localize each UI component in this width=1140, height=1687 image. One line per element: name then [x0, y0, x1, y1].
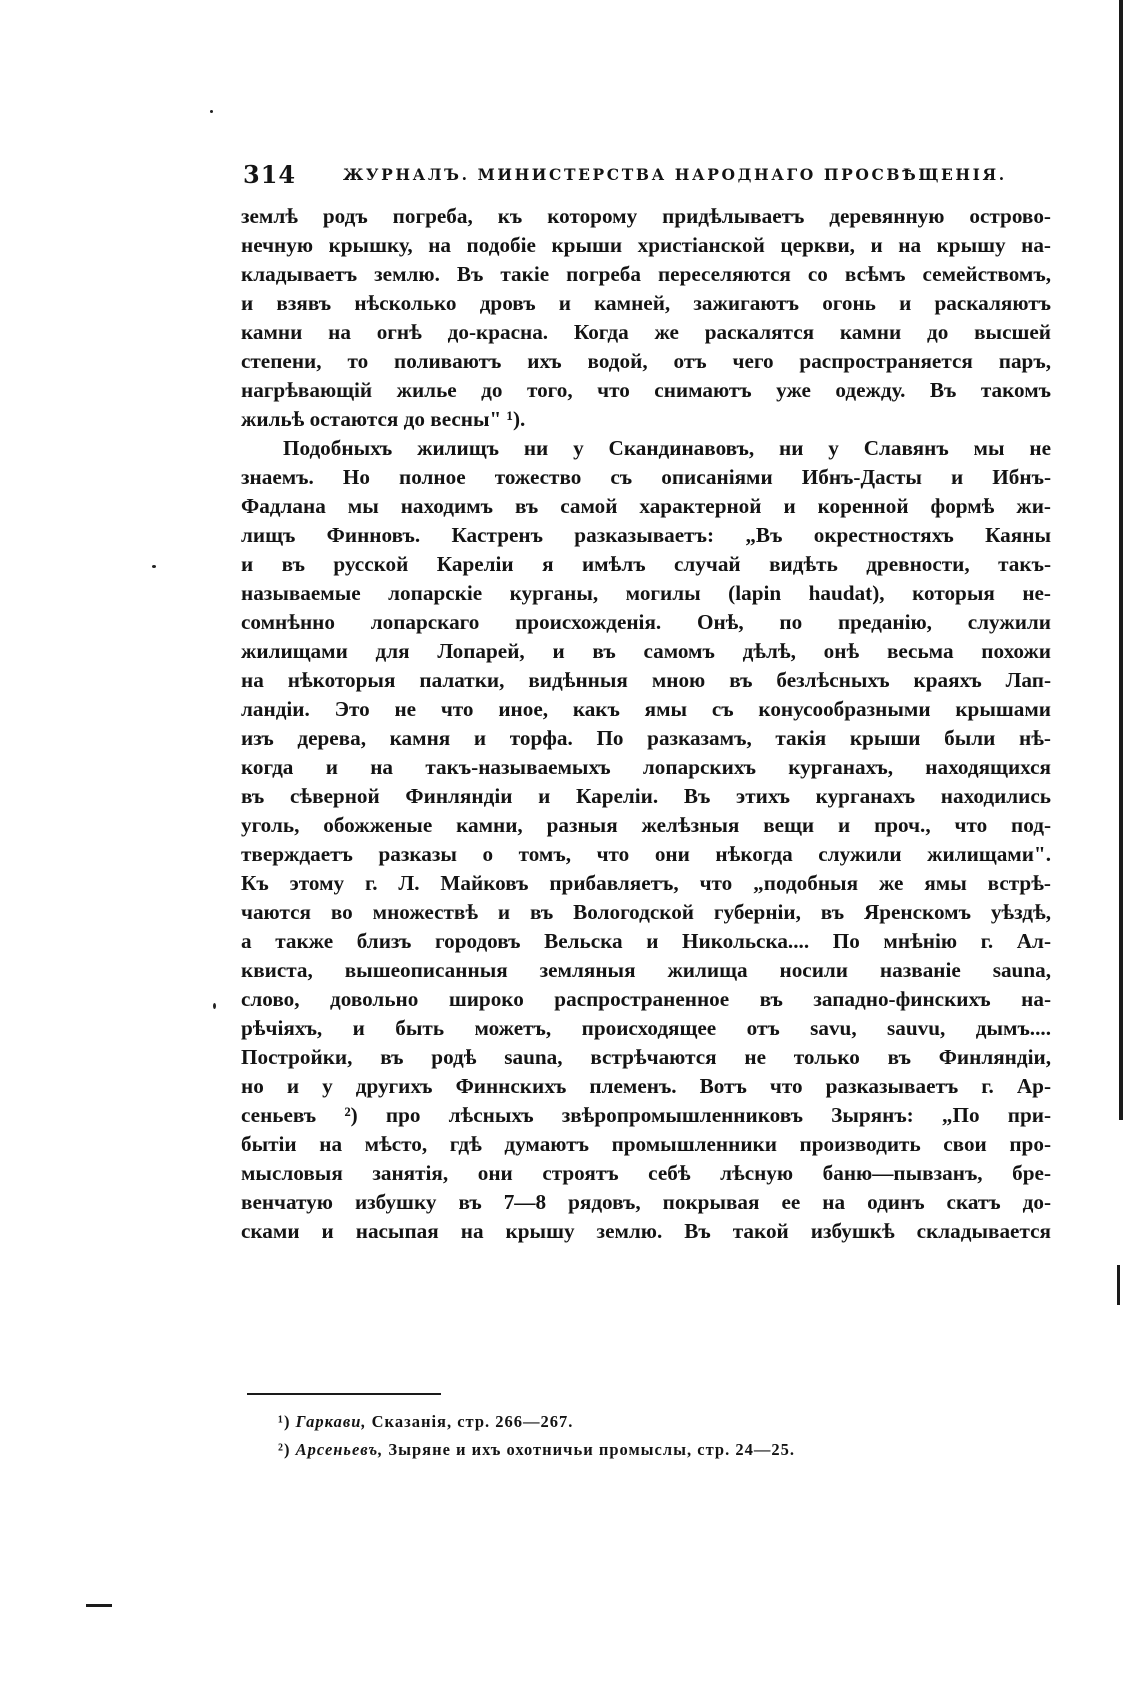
text-line: жильѣ остаются до весны" ¹).	[241, 407, 526, 431]
footnote	[278, 1436, 978, 1464]
footnotes	[278, 1408, 978, 1464]
footnote-author: Гаркави,	[295, 1412, 367, 1431]
text-line: слово, довольно широко распространенное въ западно-финскихъ на-	[241, 987, 1051, 1011]
text-line: Фадлана мы находимъ въ самой характерной и коренной формѣ жи-	[241, 494, 1051, 518]
text-line: кладываетъ землю. Въ такіе погреба переселяются со всѣмъ семействомъ,	[241, 262, 1051, 286]
text-line: и взявъ нѣсколько дровъ и камней, зажигаютъ огонь и раскаляютъ	[241, 291, 1051, 315]
text-line: жилищами для Лопарей, и въ самомъ дѣлѣ, онѣ весьма похожи	[241, 639, 1051, 663]
running-head: ЖУРНАЛЪ. МИНИСТЕРСТВА НАРОДНАГО ПРОСВѢЩЕНІЯ.	[343, 165, 1007, 184]
text-line: Подобныхъ жилищъ ни у Скандинавовъ, ни у Славянъ мы не	[283, 436, 1051, 460]
text-line: мысловыя занятія, они строятъ себѣ лѣсную баню—пывзанъ, бре-	[241, 1161, 1051, 1185]
text-line: но и у другихъ Финнскихъ племенъ. Вотъ что разказываетъ г. Ар-	[241, 1074, 1051, 1098]
footnote-divider	[247, 1393, 441, 1395]
scan-speck	[210, 110, 213, 113]
page-number: 314	[243, 160, 297, 189]
scan-speck	[152, 565, 156, 568]
text-line: называемые лопарскіе курганы, могилы (lapin haudat), которыя не-	[241, 581, 1051, 605]
page-edge-line	[1119, 0, 1123, 1120]
text-line: на нѣкоторыя палатки, видѣнныя мною въ безлѣсныхъ краяхъ Лап-	[241, 668, 1051, 692]
page-edge-mark	[1117, 1265, 1120, 1305]
text-line: и въ русской Кареліи я имѣлъ случай видѣть древности, такъ-	[241, 552, 1051, 576]
text-line: нечную крышку, на подобіе крыши христіанской церкви, и на крышу на-	[241, 233, 1051, 257]
text-line: бытіи на мѣсто, гдѣ думаютъ промышленники производить свои про-	[241, 1132, 1051, 1156]
text-line: сомнѣнно лопарскаго происхожденія. Онѣ, по преданію, служили	[241, 610, 1051, 634]
text-line: нагрѣвающій жилье до того, что снимаютъ уже одежду. Въ такомъ	[241, 378, 1051, 402]
text-line: чаются во множествѣ и въ Вологодской губерніи, въ Яренскомъ уѣздѣ,	[241, 900, 1051, 924]
text-line: а также близъ городовъ Вельска и Никольска.... По мнѣнію г. Ал-	[241, 929, 1051, 953]
text-line: въ сѣверной Финляндіи и Кареліи. Въ этихъ курганахъ находились	[241, 784, 1051, 808]
text-line: тверждаетъ разказы о томъ, что они нѣкогда служили жилищами".	[241, 842, 1051, 866]
text-line: сками и насыпая на крышу землю. Въ такой избушкѣ складывается	[241, 1219, 1051, 1243]
text-line: степени, то поливаютъ ихъ водой, отъ чего распространяется паръ,	[241, 349, 1051, 373]
text-line: землѣ родъ погреба, къ которому придѣлываетъ деревянную островo-	[241, 204, 1051, 228]
footnote-marker: ¹)	[278, 1412, 291, 1431]
text-line: уголь, обожженые камни, разныя желѣзныя вещи и проч., что под-	[241, 813, 1051, 837]
scan-speck	[213, 1003, 216, 1009]
text-line: Постройки, въ родѣ sauna, встрѣчаются не только въ Финляндіи,	[241, 1045, 1051, 1069]
text-line: ландіи. Это не что иное, какъ ямы съ конусообразными крышами	[241, 697, 1051, 721]
text-line: лищъ Финновъ. Кастренъ разказываетъ: „Въ окрестностяхъ Каяны	[241, 523, 1051, 547]
margin-dash	[86, 1604, 112, 1607]
footnote-text: Зыряне и ихъ охотничьи промыслы, стр. 24—25.	[388, 1440, 795, 1459]
text-line: венчатую избушку въ 7—8 рядовъ, покрывая ее на одинъ скатъ до-	[241, 1190, 1051, 1214]
text-line: рѣчіяхъ, и быть можетъ, происходящее отъ savu, sauvu, дымъ....	[241, 1016, 1051, 1040]
text-line: когда и на такъ-называемыхъ лопарскихъ курганахъ, находящихся	[241, 755, 1051, 779]
text-line: изъ дерева, камня и торфа. По разказамъ, такія крыши были нѣ-	[241, 726, 1051, 750]
text-line: сеньевъ ²) про лѣсныхъ звѣропромышленниковъ Зырянъ: „По при-	[241, 1103, 1051, 1127]
text-line: знаемъ. Но полное тожество съ описаніями Ибнъ-Дасты и Ибнъ-	[241, 465, 1051, 489]
text-line: камни на огнѣ до-красна. Когда же раскалятся камни до высшей	[241, 320, 1051, 344]
page-header	[243, 160, 1048, 190]
footnote-author: Арсеньевъ,	[295, 1440, 384, 1459]
text-line: квиста, вышеописанныя земляныя жилища носили названіе sauna,	[241, 958, 1051, 982]
footnote-text: Сказанія, стр. 266—267.	[371, 1412, 574, 1431]
body-text	[241, 202, 1051, 1246]
text-line: Къ этому г. Л. Майковъ прибавляетъ, что „подобныя же ямы встрѣ-	[241, 871, 1051, 895]
footnote	[278, 1408, 978, 1436]
footnote-marker: ²)	[278, 1440, 291, 1459]
